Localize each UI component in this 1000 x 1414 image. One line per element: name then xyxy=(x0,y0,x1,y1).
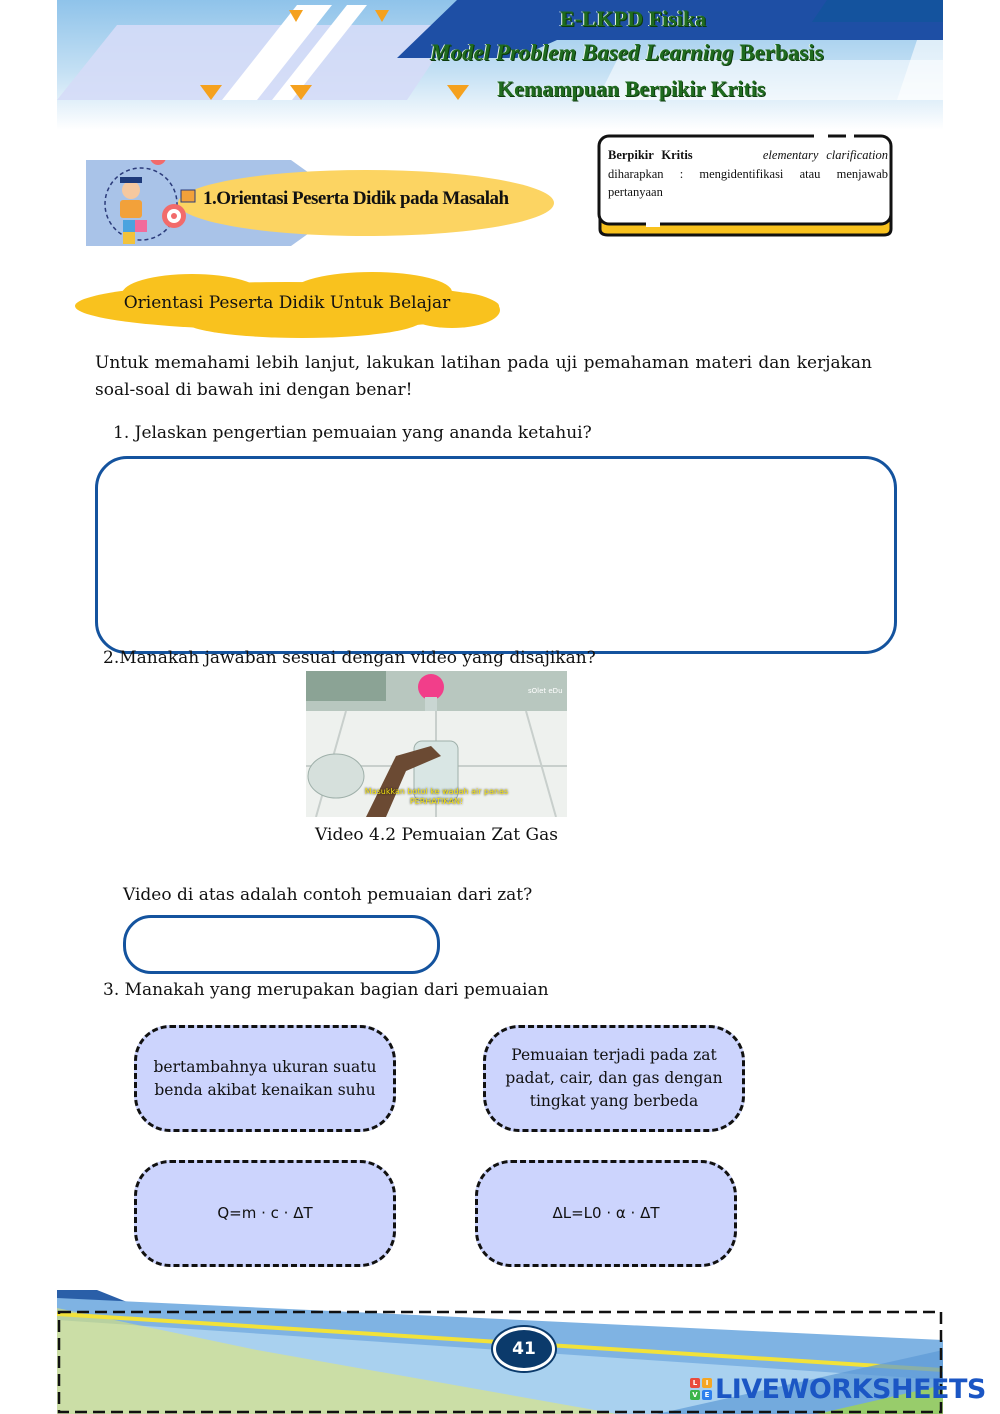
video-caption: Video 4.2 Pemuaian Zat Gas xyxy=(315,825,558,845)
question-2: 2.Manakah jawaban sesuai dengan video yang disajikan? xyxy=(103,648,596,668)
header-subtitle xyxy=(430,40,824,66)
header-subtitle-italic: Model Problem Based Learning xyxy=(430,40,734,65)
answer-input-2[interactable] xyxy=(123,915,440,974)
liveworksheets-brand: LIVEWORKSHEETS xyxy=(715,1373,986,1405)
intro-text: Untuk memahami lebih lanjut, lakukan latihan pada uji pemahaman materi dan kerjakan soal-soal di bawah ini dengan benar! xyxy=(95,353,872,400)
liveworksheets-logo[interactable] xyxy=(690,1372,986,1406)
question-1: 1. Jelaskan pengertian pemuaian yang ananda ketahui? xyxy=(113,423,592,443)
page-header xyxy=(57,0,943,130)
section-title-text: Orientasi Peserta Didik pada Masalah xyxy=(216,188,509,209)
video-watermark: sOlet eDu xyxy=(528,687,563,695)
section-title xyxy=(203,188,509,210)
video-subtitle-line-2: PERHATIKAN! xyxy=(409,797,464,806)
cloud-label: Orientasi Peserta Didik Untuk Belajar xyxy=(123,293,451,313)
page-number: 41 xyxy=(493,1327,555,1371)
video-subtitle-line-1: Masukkan botol ke wadah air panas xyxy=(364,787,509,796)
grid-letter-l: L xyxy=(690,1378,700,1388)
video-subtitle xyxy=(306,787,567,807)
grid-letter-i: I xyxy=(702,1378,712,1388)
note-bold: Berpikir Kritis xyxy=(608,148,693,162)
option-4[interactable]: ΔL=L0 · α · ΔT xyxy=(475,1160,737,1267)
header-subtitle-rest: Berbasis xyxy=(733,40,824,65)
section-number: 1. xyxy=(203,188,217,209)
note-rest: diharapkan : mengidentifikasi atau menjawab pertanyaan xyxy=(608,166,888,199)
note-text xyxy=(608,146,888,202)
header-subtitle-2: Kemampuan Berpikir Kritis xyxy=(497,76,766,101)
option-2[interactable]: Pemuaian terjadi pada zat padat, cair, dan gas dengan tingkat yang berbeda xyxy=(483,1025,745,1132)
question-2-sub: Video di atas adalah contoh pemuaian dari zat? xyxy=(123,885,533,905)
note-italic: elementary clarification xyxy=(762,148,889,162)
question-3: 3. Manakah yang merupakan bagian dari pemuaian xyxy=(103,980,549,1000)
liveworksheets-grid-icon xyxy=(690,1378,712,1400)
grid-letter-v: V xyxy=(690,1390,700,1400)
answer-input-1[interactable] xyxy=(95,456,897,654)
grid-letter-e: E xyxy=(702,1390,712,1400)
video-player[interactable] xyxy=(306,671,567,817)
header-title: E-LKPD Fisika xyxy=(560,6,707,31)
option-1[interactable]: bertambahnya ukuran suatu benda akibat kenaikan suhu xyxy=(134,1025,396,1132)
option-3[interactable]: Q=m · c · ΔT xyxy=(134,1160,396,1267)
